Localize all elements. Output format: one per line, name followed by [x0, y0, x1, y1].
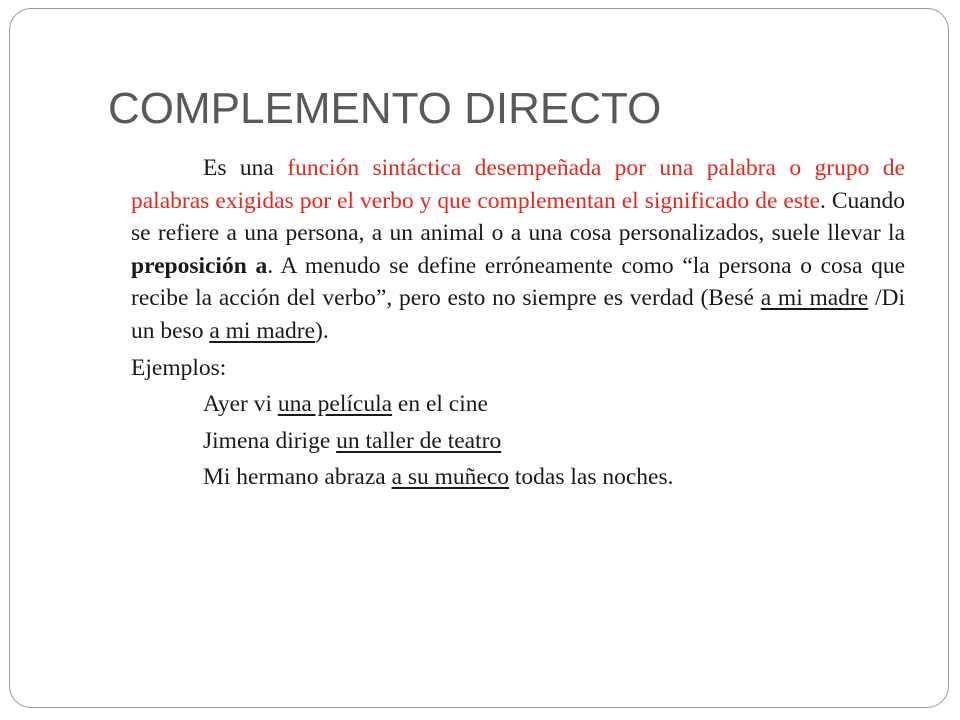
example-object: una película	[277, 391, 393, 418]
example-text: Jimena dirige	[203, 427, 337, 454]
example-text: todas las noches.	[509, 464, 674, 491]
definition-underlined-object: a mi madre	[760, 285, 869, 312]
example-line	[203, 388, 905, 421]
slide-body	[131, 152, 905, 494]
example-text: en el cine	[392, 391, 488, 418]
example-text: Mi hermano abraza	[203, 464, 392, 491]
example-line	[203, 425, 905, 458]
example-line	[203, 461, 905, 494]
slide-title: COMPLEMENTO DIRECTO	[108, 84, 662, 133]
definition-text: . A menudo se define erróneamente como “la persona o cosa que recibe la acción del verbo”, pero esto no siempre es verdad (Besé	[131, 252, 905, 312]
example-object: a su muñeco	[391, 464, 510, 491]
definition-highlight: función sintáctica desempeñada por una palabra o grupo de palabras exigidas por el verbo y que complementan el significado de este	[131, 155, 905, 214]
definition-text: /Di un beso	[131, 285, 905, 344]
examples-label: Ejemplos:	[131, 354, 227, 381]
example-text: Ayer vi	[203, 391, 278, 418]
definition-bold-term: preposición a	[131, 252, 268, 279]
definition-text: ).	[315, 317, 329, 344]
example-object: un taller de teatro	[336, 427, 502, 454]
definition-underlined-object: a mi madre	[209, 317, 316, 344]
definition-text: Es una	[203, 155, 288, 181]
definition-paragraph	[131, 152, 905, 348]
definition-text: . Cuando se refiere a una persona, a un animal o a una cosa personalizados, suele llevar la	[131, 187, 905, 247]
